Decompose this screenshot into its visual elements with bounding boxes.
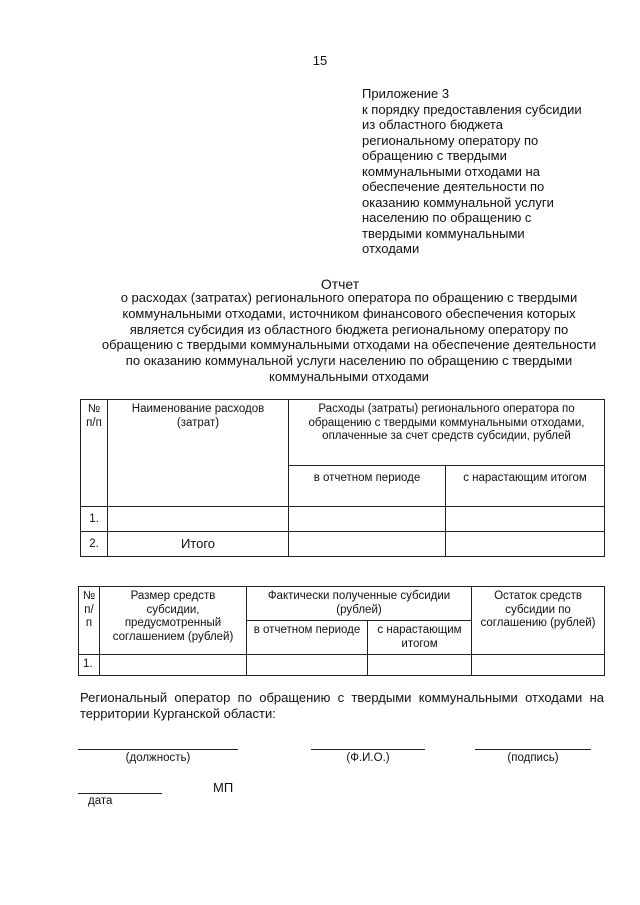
column-header-received: Фактически полученные субсидии (рублей) — [247, 587, 472, 621]
table-row — [81, 507, 605, 532]
appendix-line: отходами — [362, 241, 420, 256]
position-line — [78, 749, 238, 750]
subheader-reporting-period: в отчетном периоде — [289, 466, 446, 507]
row-name-cell: Итого — [108, 532, 289, 557]
column-header-balance: Остаток средств субсидии по соглашению (рублей) — [472, 587, 605, 655]
signature-line — [475, 749, 591, 750]
column-header-expense-name: Наименование расходов (затрат) — [108, 400, 289, 507]
column-header-subsidy-size: Размер средств субсидии, предусмотренный соглашением (рублей) — [100, 587, 247, 655]
appendix-line: коммунальными отходами на — [362, 163, 540, 179]
report-subtitle-line: является субсидия из областного бюджета региональному оператору по — [129, 321, 569, 337]
appendix-line: из областного бюджета — [362, 117, 503, 132]
appendix-line: населению по обращению с — [362, 210, 532, 225]
appendix-line: региональному оператору по — [362, 132, 539, 148]
appendix-line: к порядку предоставления субсидии — [362, 101, 582, 117]
date-label: дата — [88, 795, 113, 807]
report-subtitle-line: коммунальными отходами — [269, 368, 429, 384]
row-value-cell — [446, 507, 605, 532]
appendix-line: оказанию коммунальной услуги — [362, 194, 554, 210]
report-subtitle-line: по оказанию коммунальной услуги населению по обращению с твердыми — [125, 353, 573, 369]
date-line — [78, 793, 162, 794]
row-value-cell — [289, 507, 446, 532]
report-subtitle — [84, 290, 614, 385]
subheader-cumulative: с нарастающим итогом — [368, 621, 472, 655]
row-value-cell — [368, 655, 472, 676]
stamp-placeholder: МП — [213, 780, 234, 795]
report-subtitle-line: о расходах (затратах) регионального оператора по обращению с твердыми — [120, 290, 578, 305]
row-name-cell — [108, 507, 289, 532]
position-label: (должность) — [125, 752, 191, 764]
subheader-cumulative: с нарастающим итогом — [446, 466, 605, 507]
fio-label: (Ф.И.О.) — [346, 752, 390, 764]
appendix-line: обращению с твердыми — [362, 148, 507, 163]
table-row — [81, 532, 605, 557]
column-header-number: № п/п — [79, 587, 100, 655]
expenses-table — [80, 399, 605, 557]
page-number: 15 — [312, 53, 328, 68]
appendix-block — [362, 86, 612, 257]
report-subtitle-line: коммунальными отходами, источником финансового обеспечения которых — [122, 305, 576, 321]
row-value-cell — [289, 532, 446, 557]
report-subtitle-line: обращению с твердыми коммунальными отходами на обеспечение деятельности — [101, 337, 597, 353]
row-number: 1. — [81, 507, 108, 532]
appendix-line: обеспечение деятельности по — [362, 179, 545, 194]
subsidy-table — [78, 586, 605, 676]
operator-statement: Региональный оператор по обращению с твердыми коммунальными отходами на территории Курганской области: — [80, 690, 604, 721]
subheader-reporting-period: в отчетном периоде — [247, 621, 368, 655]
appendix-line: твердыми коммунальными — [362, 225, 525, 241]
appendix-heading: Приложение 3 — [362, 86, 450, 101]
column-header-number: № п/п — [81, 400, 108, 507]
row-number: 1. — [79, 655, 100, 676]
report-title: Отчет — [320, 276, 360, 292]
column-header-expenses: Расходы (затраты) регионального оператора по обращению с твердыми коммунальными отходами, оплаченные за счет средств субсидии, рублей — [289, 400, 605, 466]
signature-label: (подпись) — [507, 752, 559, 764]
row-value-cell — [100, 655, 247, 676]
row-number: 2. — [81, 532, 108, 557]
fio-line — [311, 749, 425, 750]
table-row — [79, 655, 605, 676]
row-value-cell — [247, 655, 368, 676]
row-value-cell — [446, 532, 605, 557]
row-value-cell — [472, 655, 605, 676]
